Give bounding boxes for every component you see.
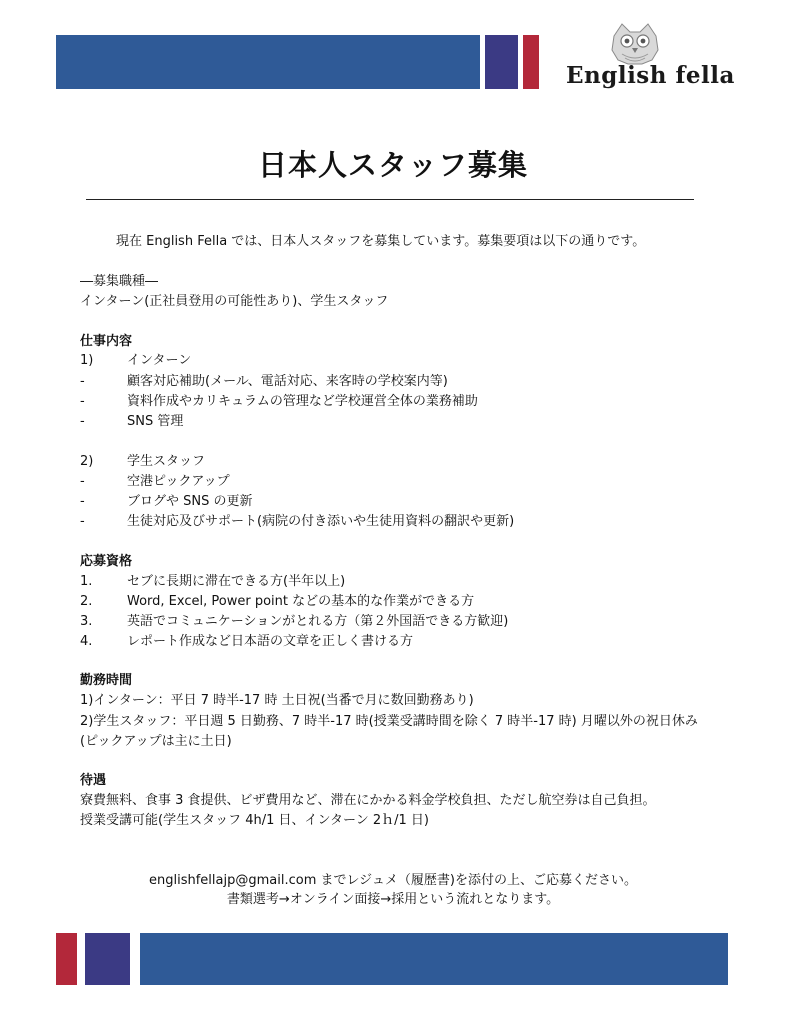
qualification-item: 英語でコミュニケーションがとれる方（第２外国語できる方歓迎) [127, 614, 509, 629]
hours-line: (ピックアップは主に土日) [80, 734, 232, 749]
dash-marker: - [80, 474, 85, 489]
footer-bar-purple [85, 933, 130, 985]
hours-heading: 勤務時間 [80, 673, 133, 688]
position-text: インターン(正社員登用の可能性あり)、学生スタッフ [80, 294, 389, 309]
dash-marker: - [80, 374, 85, 389]
footer-bar-red [56, 933, 77, 985]
benefits-line: 寮費無料、食事 3 食提供、ビザ費用など、滞在にかかる料金学校負担、ただし航空券は自己負担。 [80, 793, 656, 808]
duty-item: 空港ピックアップ [127, 474, 230, 489]
benefits-line: 授業受講可能(学生スタッフ 4h/1 日、インターン 2ｈ/1 日) [80, 813, 429, 828]
qualifications-heading: 応募資格 [80, 554, 133, 569]
contact-line: englishfellajp@gmail.com までレジュメ（履歴書)を添付の上、ご応募ください。 [149, 873, 637, 888]
brand-logo [562, 22, 735, 98]
duty-item: ブログや SNS の更新 [127, 494, 253, 509]
header-bar-purple [485, 35, 518, 89]
dash-marker: - [80, 394, 85, 409]
position-heading: ―募集職種― [80, 274, 159, 289]
hours-line: 2)学生スタッフ：平日週 5 日勤務、7 時半-17 時(授業受講時間を除く 7 時半-17 時) 月曜以外の祝日休み [80, 714, 698, 729]
duty-group-label: インターン [127, 353, 192, 368]
dash-marker: - [80, 514, 85, 529]
header-bar-blue [56, 35, 480, 89]
header-bar-red [523, 35, 539, 89]
benefits-heading: 待遇 [80, 773, 107, 788]
dash-marker: - [80, 494, 85, 509]
qualification-number: 1. [80, 574, 93, 589]
qualification-item: レポート作成など日本語の文章を正しく書ける方 [127, 634, 414, 649]
title-divider [86, 199, 694, 200]
qualification-item: Word, Excel, Power point などの基本的な作業ができる方 [127, 594, 475, 609]
qualification-number: 2. [80, 594, 93, 609]
qualification-number: 4. [80, 634, 93, 649]
hours-line: 1)インターン：平日 7 時半-17 時 土日祝(当番で月に数回勤務あり) [80, 693, 474, 708]
duty-group-label: 学生スタッフ [127, 454, 206, 469]
duties-heading: 仕事内容 [80, 334, 133, 349]
duty-item: SNS 管理 [127, 414, 184, 429]
duty-item: 資料作成やカリキュラムの管理など学校運営全体の業務補助 [127, 394, 478, 409]
duty-group-marker: 1) [80, 353, 94, 368]
footer-bar-blue [140, 933, 728, 985]
page-title: 日本人スタッフ募集 [257, 148, 528, 182]
duty-item: 生徒対応及びサポート(病院の付き添いや生徒用資料の翻訳や更新) [127, 514, 515, 529]
dash-marker: - [80, 414, 85, 429]
duty-item: 顧客対応補助(メール、電話対応、来客時の学校案内等) [127, 374, 448, 389]
brand-name: English fella [566, 62, 735, 89]
intro-text: 現在 English Fella では、日本人スタッフを募集しています。募集要項は以下の通りです。 [116, 234, 646, 249]
process-line: 書類選考→オンライン面接→採用という流れとなります。 [226, 892, 560, 907]
qualification-item: セブに長期に滞在できる方(半年以上) [127, 574, 346, 589]
qualification-number: 3. [80, 614, 93, 629]
duty-group-marker: 2) [80, 454, 94, 469]
owl-icon [608, 22, 662, 66]
